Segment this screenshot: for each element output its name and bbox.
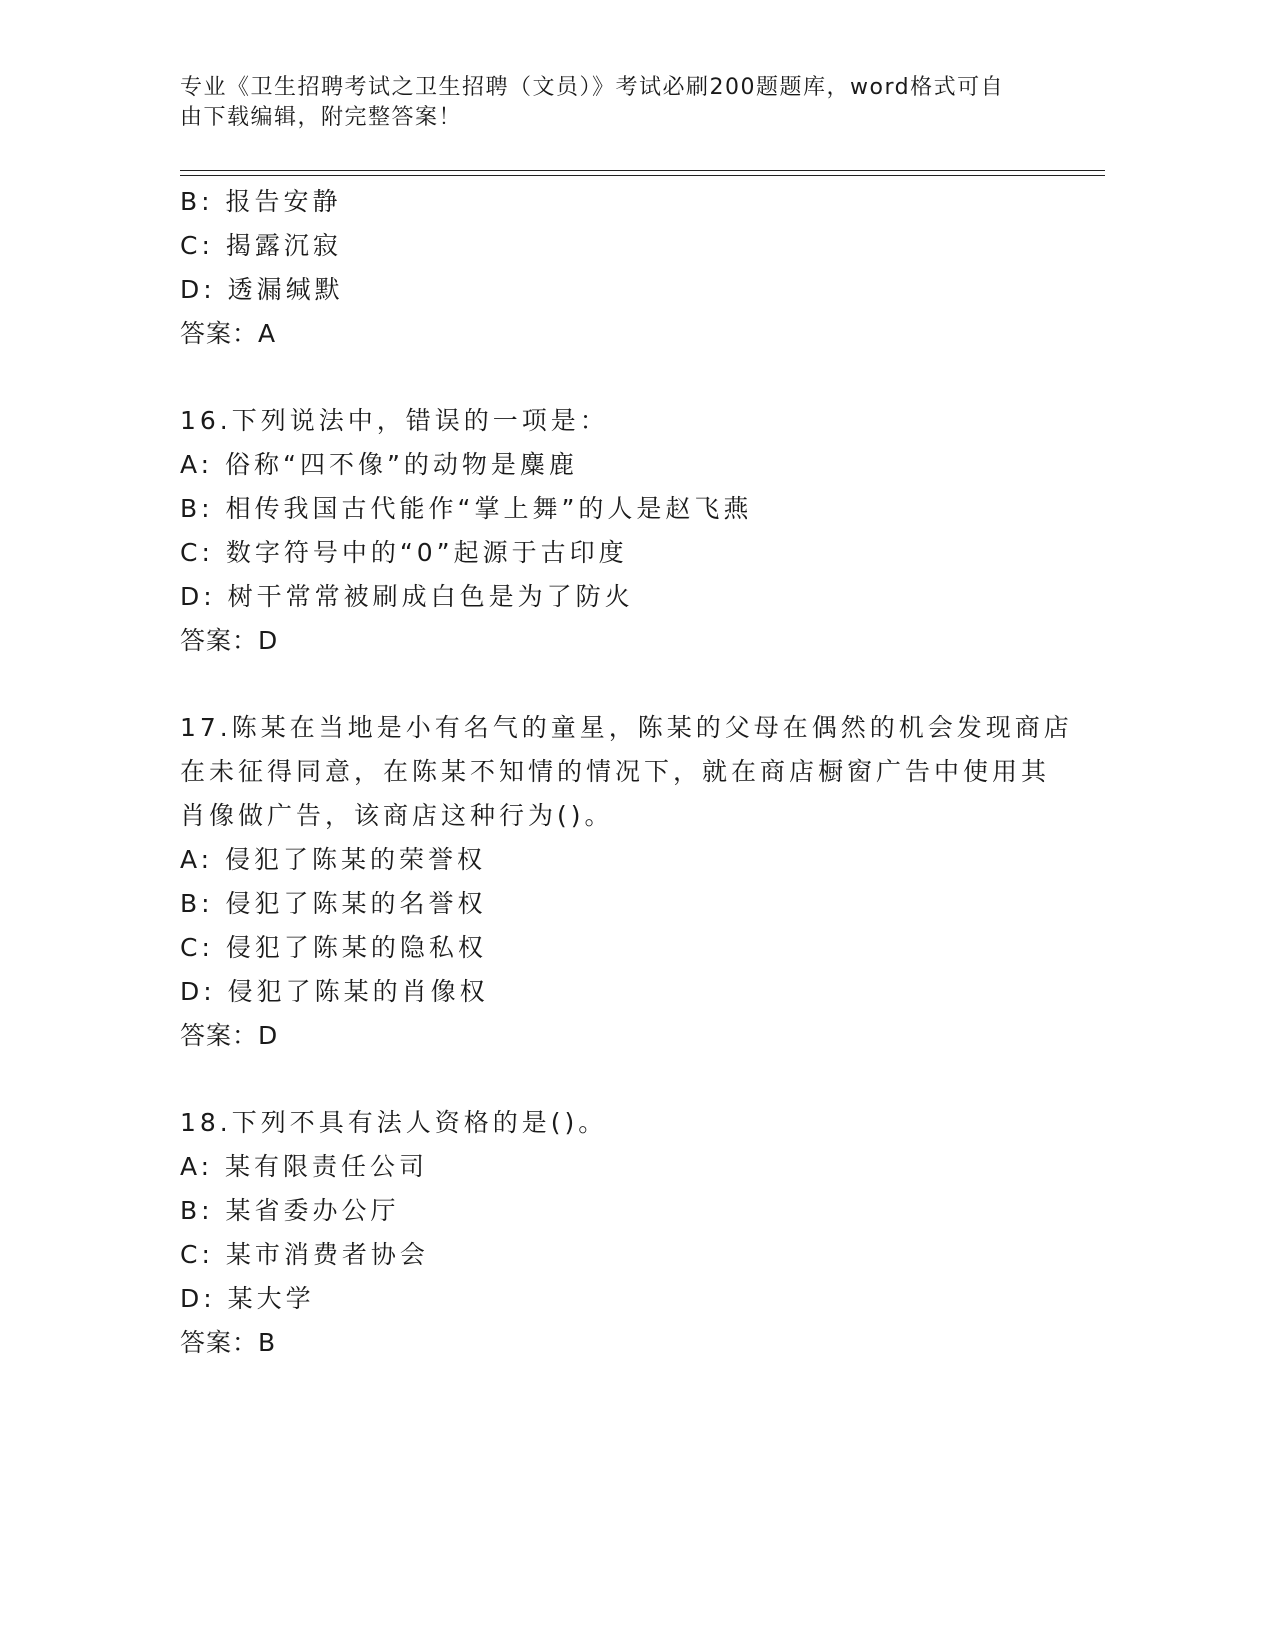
question-stem bbox=[180, 706, 1080, 838]
question-stem-line: 肖像做广告，该商店这种行为()。 bbox=[180, 801, 614, 830]
option-c: C: 某市消费者协会 bbox=[180, 1240, 429, 1269]
option-a: A: 俗称“四不像”的动物是麋鹿 bbox=[180, 450, 578, 479]
question-list bbox=[180, 180, 1080, 1365]
option-b: B: 相传我国古代能作“掌上舞”的人是赵飞燕 bbox=[180, 494, 753, 523]
option-d: D: 树干常常被刷成白色是为了防火 bbox=[180, 582, 634, 611]
spacer bbox=[180, 1058, 1080, 1101]
question-stem-line: 18.下列不具有法人资格的是()。 bbox=[180, 1108, 608, 1137]
question-stem bbox=[180, 399, 1080, 443]
header-divider-top bbox=[180, 170, 1105, 171]
spacer bbox=[180, 356, 1080, 399]
option-c: C: 侵犯了陈某的隐私权 bbox=[180, 933, 487, 962]
option-d: D: 透漏缄默 bbox=[180, 275, 344, 304]
option-b: B: 报告安静 bbox=[180, 187, 342, 216]
option-b: B: 某省委办公厅 bbox=[180, 1196, 400, 1225]
option-c: C: 数字符号中的“0”起源于古印度 bbox=[180, 538, 628, 567]
header-line-1: 专业《卫生招聘考试之卫生招聘（文员）》考试必刷200题题库，word格式可自 bbox=[180, 75, 1005, 100]
option-a: A: 侵犯了陈某的荣誉权 bbox=[180, 845, 487, 874]
question-block-17 bbox=[180, 706, 1080, 1058]
question-block-18 bbox=[180, 1101, 1080, 1365]
question-stem-line: 17.陈某在当地是小有名气的童星，陈某的父母在偶然的机会发现商店 bbox=[180, 713, 1073, 742]
question-block-15 bbox=[180, 180, 1080, 356]
header-divider-bottom bbox=[180, 175, 1105, 176]
question-block-16 bbox=[180, 399, 1080, 663]
answer-line: 答案：B bbox=[180, 1328, 277, 1357]
option-b: B: 侵犯了陈某的名誉权 bbox=[180, 889, 487, 918]
header-line-2: 由下载编辑，附完整答案！ bbox=[180, 105, 463, 130]
option-a: A: 某有限责任公司 bbox=[180, 1152, 429, 1181]
option-c: C: 揭露沉寂 bbox=[180, 231, 342, 260]
answer-line: 答案：D bbox=[180, 1021, 279, 1050]
question-stem-line: 16.下列说法中，错误的一项是： bbox=[180, 406, 609, 435]
answer-line: 答案：A bbox=[180, 319, 277, 348]
question-stem-line: 在未征得同意，在陈某不知情的情况下，就在商店橱窗广告中使用其 bbox=[180, 757, 1051, 786]
option-d: D: 某大学 bbox=[180, 1284, 315, 1313]
spacer bbox=[180, 663, 1080, 706]
answer-line: 答案：D bbox=[180, 626, 279, 655]
question-stem bbox=[180, 1101, 1080, 1145]
document-header bbox=[180, 73, 1060, 133]
option-d: D: 侵犯了陈某的肖像权 bbox=[180, 977, 489, 1006]
